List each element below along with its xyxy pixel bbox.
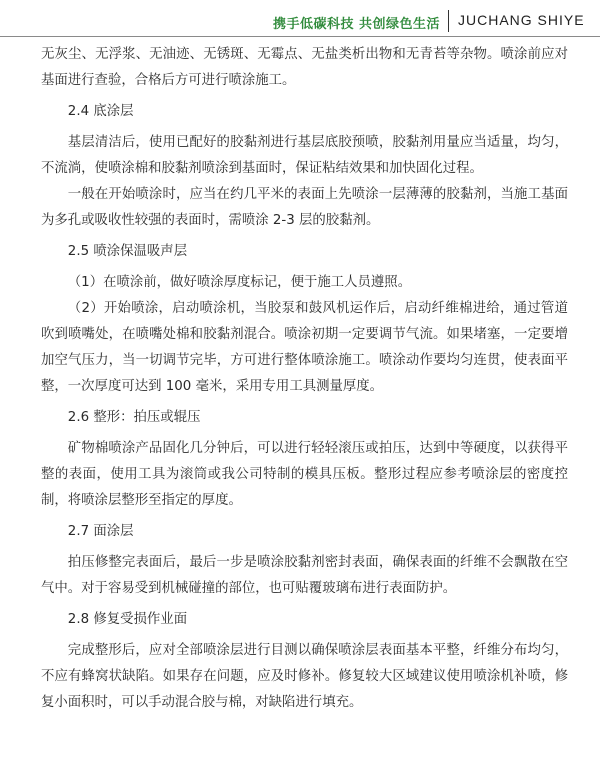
page-header — [0, 0, 600, 36]
paragraph-2-6: 矿物棉喷涂产品固化几分钟后，可以进行轻轻滚压或拍压，达到中等硬度，以获得平整的表面，使用工具为滚筒或我公司特制的模具压板。整形过程应参考喷涂层的密度控制，将喷涂层整形至指定的厚度。 — [41, 441, 568, 508]
heading-2-6: 2.6 整形：拍压或辊压 — [67, 410, 201, 425]
paragraph-2-5-b: （2）开始喷涂，启动喷涂机，当胶泵和鼓风机运作后，启动纤维棉进给，通过管道吹到喷嘴处，在喷嘴处棉和胶黏剂混合。喷涂初期一定要调节气流。如果堵塞，一定要增加空气压力，当一切调节完毕，方可进行整体喷涂施工。喷涂动作要均匀连贯，使表面平整，一次厚度可达到 100 毫米，采用专用工具测量厚度。 — [41, 301, 568, 394]
header-slogan: 携手低碳科技 共创绿色生活 — [272, 17, 440, 32]
paragraph-2-4-b: 一般在开始喷涂时，应当在约几平米的表面上先喷涂一层薄薄的胶黏剂，当施工基面为多孔或吸收性较强的表面时，需喷涂 2-3 层的胶黏剂。 — [41, 187, 568, 228]
paragraph-2-4-a: 基层清洁后，使用已配好的胶黏剂进行基层底胶预喷，胶黏剂用量应当适量，均匀，不流淌，使喷涂棉和胶黏剂喷涂到基面时，保证粘结效果和加快固化过程。 — [41, 135, 568, 176]
header-divider — [448, 10, 449, 32]
header-rule — [0, 36, 600, 37]
document-body — [41, 42, 568, 716]
heading-2-5: 2.5 喷涂保温吸声层 — [67, 244, 188, 259]
paragraph-2-8: 完成整形后，应对全部喷涂层进行目测以确保喷涂层表面基本平整，纤维分布均匀，不应有蜂窝状缺陷。如果存在问题，应及时修补。修复较大区域建议使用喷涂机补喷，修复小面积时，可以手动混合胶与棉，对缺陷进行填充。 — [41, 643, 568, 710]
paragraph-2-5-a: （1）在喷涂前，做好喷涂厚度标记，便于施工人员遵照。 — [67, 275, 412, 290]
header-brand: JUCHANG SHIYE — [458, 12, 585, 28]
heading-2-7: 2.7 面涂层 — [67, 524, 134, 539]
heading-2-4: 2.4 底涂层 — [67, 104, 134, 119]
heading-2-8: 2.8 修复受损作业面 — [67, 612, 188, 627]
paragraph-2-7: 拍压修整完表面后，最后一步是喷涂胶黏剂密封表面，确保表面的纤维不会飘散在空气中。对于容易受到机械碰撞的部位，也可贴覆玻璃布进行表面防护。 — [41, 555, 568, 596]
paragraph-base-inspection: 无灰尘、无浮浆、无油迹、无锈斑、无霉点、无盐类析出物和无青苔等杂物。喷涂前应对基面进行查验，合格后方可进行喷涂施工。 — [41, 47, 568, 88]
